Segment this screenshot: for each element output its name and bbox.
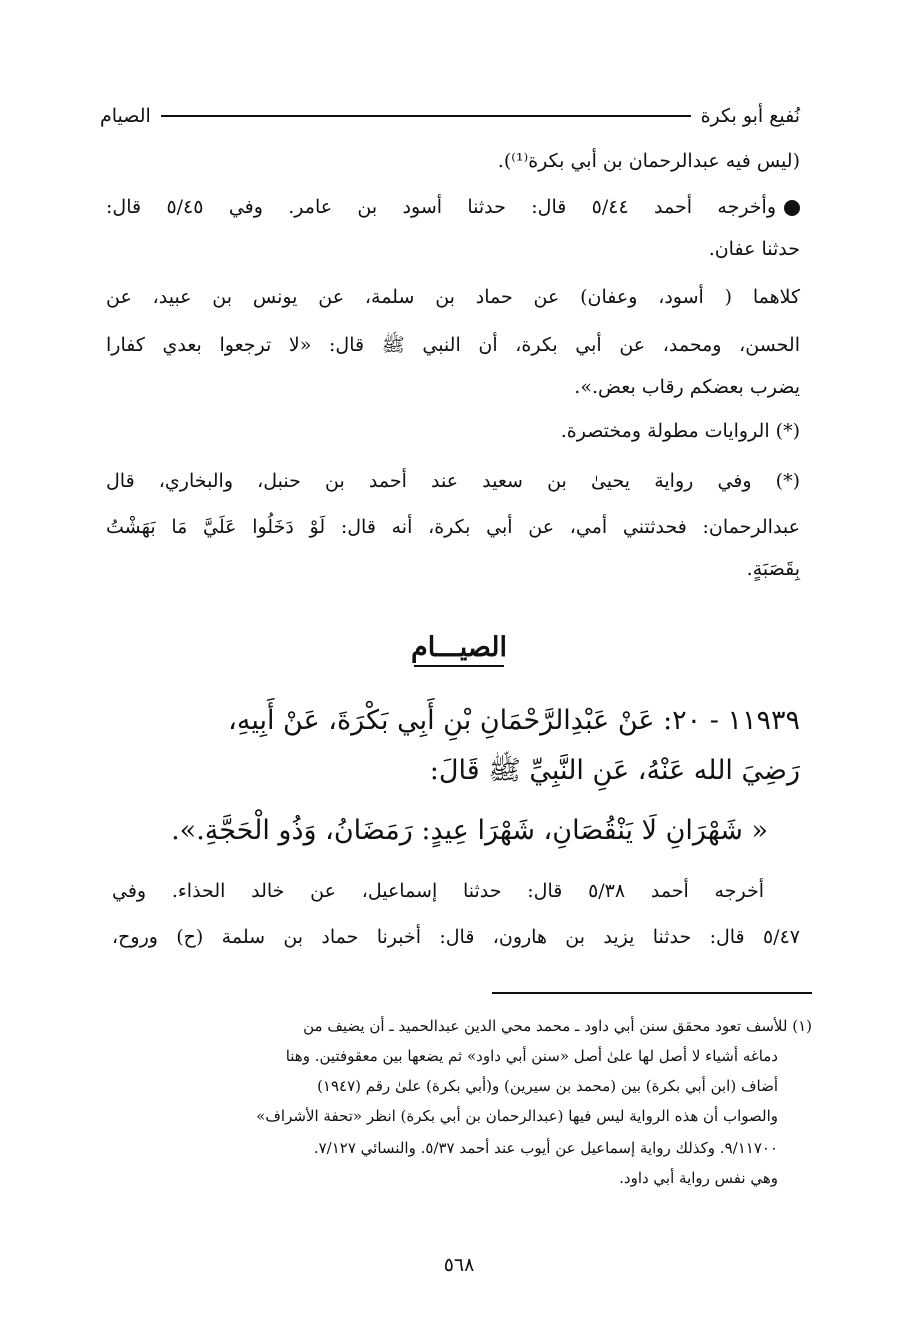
takhrij-line: أخرجه أحمد ٥/٣٨ قال: حدثنا إسماعيل، عن خالد الحذاء. وفي <box>112 880 765 902</box>
body-line-text: وأخرجه أحمد ٥/٤٤ قال: حدثنا أسود بن عامر. وفي ٥/٤٥ قال: <box>106 196 776 218</box>
body-line: كلاهما ( أسود، وعفان) عن حماد بن سلمة، عن يونس بن عبيد، عن <box>106 286 800 308</box>
body-line: (*) الروايات مطولة ومختصرة. <box>560 420 800 442</box>
section-title-underline <box>414 665 504 667</box>
hadith-text: « شَهْرَانِ لَا يَنْقُصَانِ، شَهْرَا عِيدٍ: رَمَضَانُ، وَذُو الْحَجَّةِ.». <box>171 815 768 846</box>
running-header <box>100 96 800 136</box>
header-chapter: الصيام <box>100 105 151 127</box>
bullet-icon <box>784 200 800 216</box>
section-title <box>0 632 918 667</box>
body-line: الحسن، ومحمد، عن أبي بكرة، أن النبي ﷺ قال: «لا ترجعوا بعدي كفارا <box>106 334 800 356</box>
body-line: (*) وفي رواية يحيىٰ بن سعيد عند أحمد بن حنبل، والبخاري، قال <box>106 470 800 492</box>
footnote-line: والصواب أن هذه الرواية ليس فيها (عبدالرحمان بن أبي بكرة) انظر «تحفة الأشراف» <box>256 1107 778 1125</box>
header-narrator: نُفيع أبو بكرة <box>700 105 800 127</box>
hadith-line: ١١٩٣٩ - ٢٠: عَنْ عَبْدِالرَّحْمَانِ بْنِ أَبِي بَكْرَةَ، عَنْ أَبِيهِ، <box>228 705 800 736</box>
takhrij-line: ٥/٤٧ قال: حدثنا يزيد بن هارون، قال: أخبرنا حماد بن سلمة (ح) وروح، <box>112 926 800 948</box>
footnote-line: دماغه أشياء لا أصل لها علىٰ أصل «سنن أبي داود» ثم يضعها بين معقوفتين. وهنا <box>285 1047 778 1065</box>
footnote-line: وهي نفس رواية أبي داود. <box>619 1169 778 1187</box>
body-line: يضرب بعضكم رقاب بعض.». <box>574 376 800 398</box>
body-line-with-bullet <box>106 190 800 224</box>
footnote-separator <box>492 992 812 994</box>
section-title-text: الصيـــام <box>411 632 507 663</box>
body-line: بِقَصَبَةٍ. <box>746 558 800 580</box>
footnote-line: (١) للأسف تعود محقق سنن أبي داود ـ محمد محي الدين عبدالحميد ـ أن يضيف من <box>303 1017 812 1035</box>
footnote-line: أضاف (ابن أبي بكرة) بين (محمد بن سيرين) و(أبي بكرة) علىٰ رقم (١٩٤٧) <box>317 1077 778 1095</box>
body-line: (ليس فيه عبدالرحمان بن أبي بكرة⁽¹⁾). <box>497 150 800 172</box>
page-number: ٥٦٨ <box>443 1254 475 1276</box>
body-line: حدثنا عفان. <box>708 238 800 260</box>
body-line: عبدالرحمان: فحدثتني أمي، عن أبي بكرة، أنه قال: لَوْ دَخَلُوا عَلَيَّ مَا بَهَشْتُ <box>106 516 800 538</box>
footnote-line: ٩/١١٧٠٠. وكذلك رواية إسماعيل عن أيوب عند أحمد ٥/٣٧. والنسائي ٧/١٢٧. <box>313 1139 778 1157</box>
header-rule <box>161 115 691 117</box>
hadith-line: رَضِيَ الله عَنْهُ، عَنِ النَّبِيِّ ﷺ قَالَ: <box>429 755 800 786</box>
